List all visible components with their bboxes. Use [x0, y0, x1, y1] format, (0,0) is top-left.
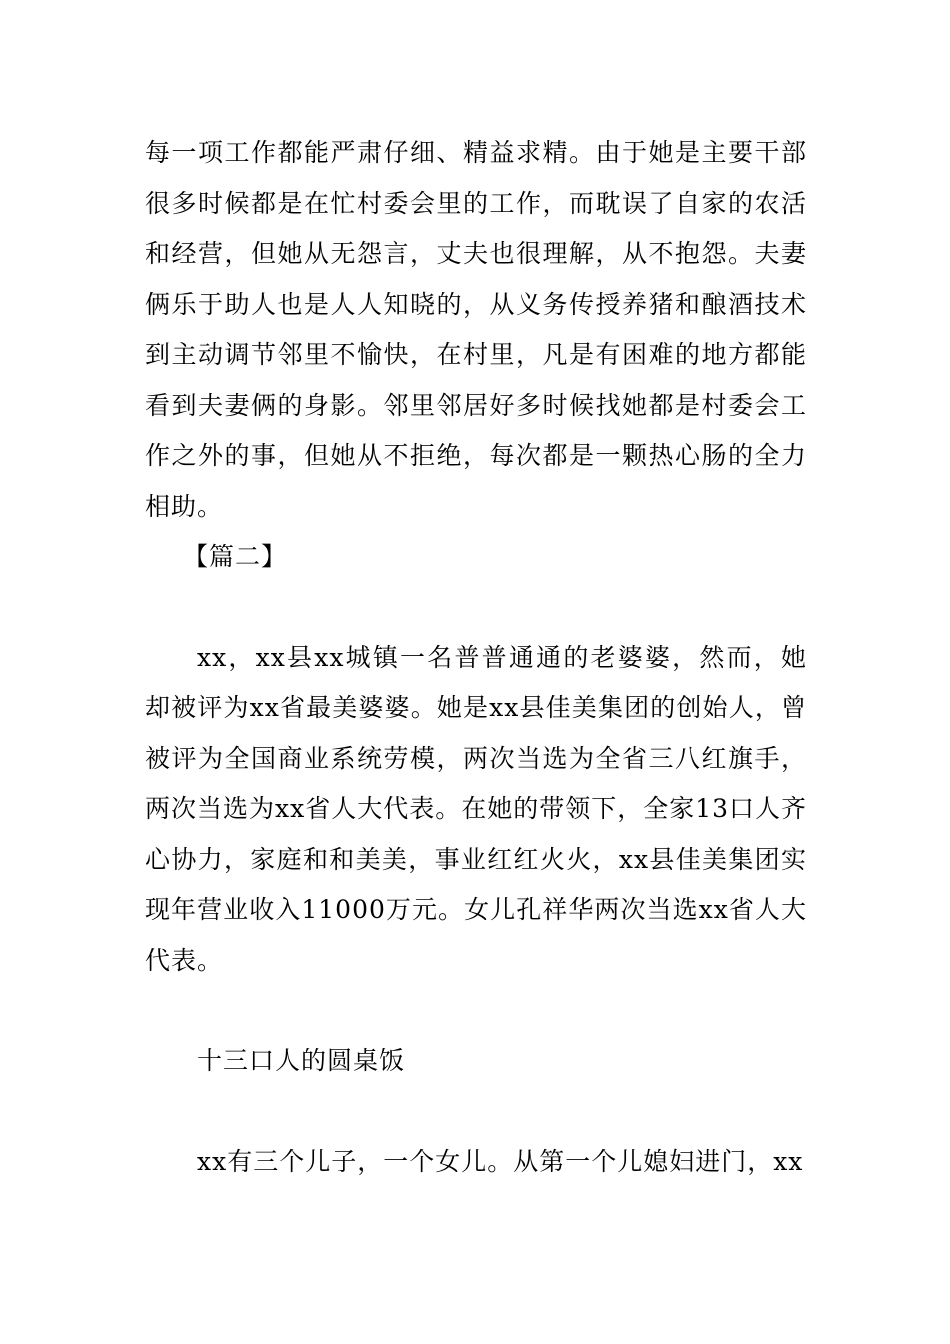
document-body [145, 128, 807, 1187]
paragraph-2: xx，xx县xx城镇一名普普通通的老婆婆，然而，她却被评为xx省最美婆婆。她是xx县佳美集团的创始人，曾被评为全国商业系统劳模，两次当选为全省三八红旗手，两次当选为xx省人大代表。在她的带领下，全家13口人齐心协力，家庭和和美美，事业红红火火，xx县佳美集团实现年营业收入11000万元。女儿孔祥华两次当选xx省人大代表。 [145, 642, 808, 975]
subheading: 十三口人的圆桌饭 [197, 1046, 406, 1075]
paragraph-3: xx有三个儿子，一个女儿。从第一个儿媳妇进门，xx [197, 1146, 804, 1176]
section-heading: 【篇二】 [183, 542, 288, 571]
paragraph-1: 每一项工作都能严肃仔细、精益求精。由于她是主要干部很多时候都是在忙村委会里的工作，而耽误了自家的农活和经营，但她从无怨言，丈夫也很理解，从不抱怨。夫妻俩乐于助人也是人人知晓的，从义务传授养猪和酿酒技术到主动调节邻里不愉快，在村里，凡是有困难的地方都能看到夫妻俩的身影。邻里邻居好多时候找她都是村委会工作之外的事，但她从不拒绝，每次都是一颗热心肠的全力相助。 [145, 138, 807, 521]
